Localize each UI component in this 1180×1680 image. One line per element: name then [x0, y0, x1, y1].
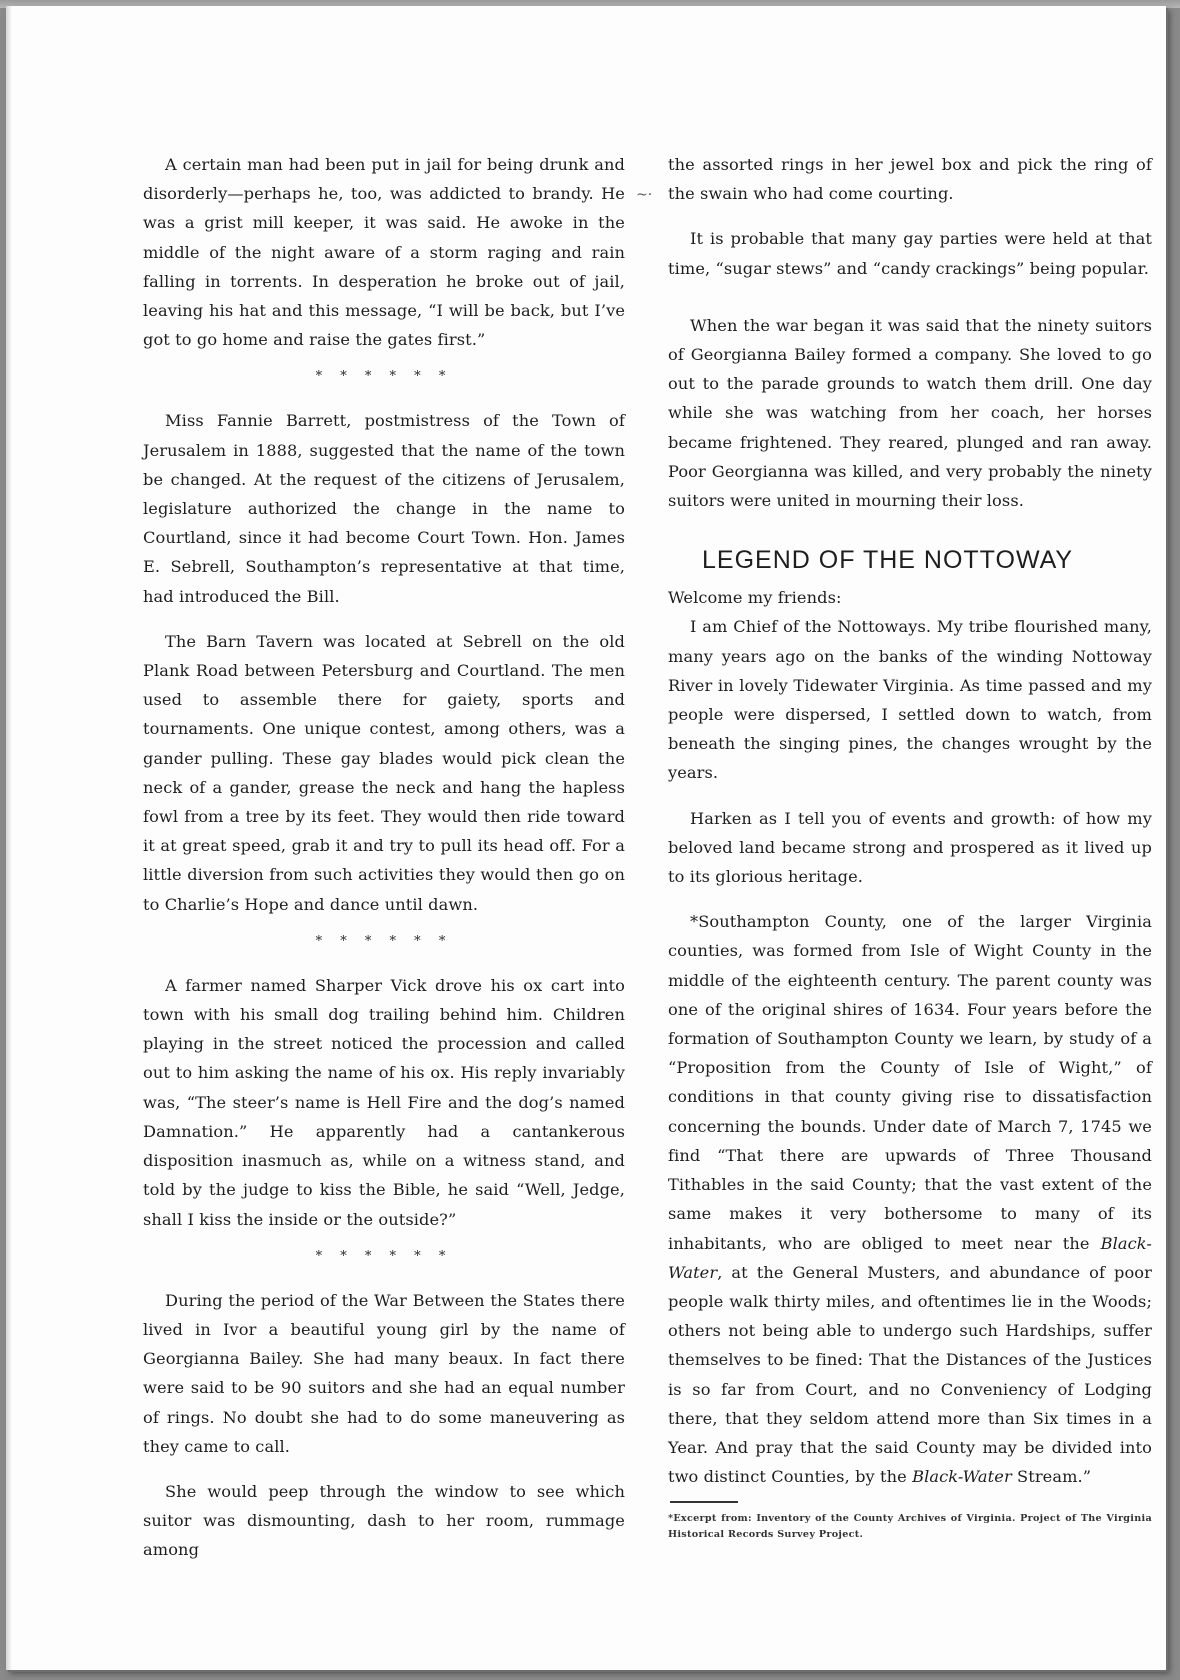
paragraph-southampton-county [668, 907, 1152, 1491]
footnote: *Excerpt from: Inventory of the County Archives of Virginia. Project of The Virginia Historical Records Survey Project. [668, 1512, 1152, 1540]
section-separator: * * * * * * [315, 1248, 453, 1264]
stray-print-mark: ~· [636, 187, 653, 203]
section-separator: * * * * * * [315, 369, 453, 385]
text-run: *Southampton County, one of the larger Virginia counties, was formed from Isle of Wight County in the middle of the eighteenth century. The parent county was one of the original shires of 1634. Four years before the formation of Southampton County we learn, by study of a “Proposition from the County of Isle of Wight,” of conditions in that county giving rise to dissatisfaction concerning the bounds. Under date of March 7, 1745 we find “That there are upwards of Three Thousand Tithables in the said County; that the vast extent of the same makes it very bothersome to many of its inhabitants, who are obliged to meet near the [668, 912, 1152, 1253]
right-column [668, 150, 1152, 1543]
paragraph-georgianna-bailey: During the period of the War Between the States there lived in Ivor a beautiful young girl by the name of Georgianna Bailey. She had many beaux. In fact there were said to be 90 suitors and she had an equal number of rings. No doubt she had to do some maneuvering as they came to call. [143, 1290, 625, 1456]
spacer [668, 283, 1152, 311]
paragraph-chief-intro: I am Chief of the Nottoways. My tribe flourished many, many years ago on the banks of the winding Nottoway River in lovely Tidewater Virginia. As time passed and my people were dispersed, I settled down to watch, from beneath the singing pines, the changes wrought by the years. [668, 617, 1152, 783]
left-column [143, 150, 625, 1565]
footnote-rule [670, 1501, 738, 1503]
salutation: Welcome my friends: [668, 588, 842, 608]
section-separator: * * * * * * [315, 933, 453, 949]
spacer [143, 611, 625, 627]
paragraph-jail-story: A certain man had been put in jail for being drunk and disorderly—perhaps he, too, was addicted to brandy. He was a grist mill keeper, it was said. He awoke in the middle of the night aware of a storm raging and rain falling in torrents. In desperation he broke out of jail, leaving his hat and this message, “I will be back, but I’ve got to go home and raise the gates first.” [143, 155, 625, 350]
italic-place-name: Black-Water [668, 1233, 1152, 1282]
paragraph-peep-window: She would peep through the window to see which suitor was dismounting, dash to her room, rummage among [143, 1481, 625, 1560]
spacer [668, 788, 1152, 804]
paragraph-sharper-vick: A farmer named Sharper Vick drove his ox cart into town with his small dog trailing behind him. Children playing in the street noticed the procession and called out to him asking the name of his ox. His reply invariably was, “The steer’s name is Hell Fire and the dog’s named Damnation.” He apparently had a cantankerous disposition inasmuch as, while on a witness stand, and told by the judge to kiss the Bible, he said “Well, Jedge, shall I kiss the inside or the outside?” [143, 975, 625, 1229]
page-edge-shadow [6, 6, 12, 1670]
spacer [668, 891, 1152, 907]
italic-place-name: Black-Water [912, 1467, 1012, 1487]
paragraph-war-began: When the war began it was said that the ninety suitors of Georgianna Bailey formed a company. She loved to go out to the parade grounds to watch them drill. One day while she was watching from her coach, her horses became frightened. They reared, plunged and ran away. Poor Georgianna was killed, and very probably the ninety suitors were united in mourning their loss. [668, 315, 1152, 511]
spacer [668, 208, 1152, 224]
text-run: , at the General Musters, and abundance of poor people walk thirty miles, and oftentimes lie in the Woods; others not being able to undergo such Hardships, suffer themselves to be fined: That the Distances of the Justices is so far from Court, and no Conveniency of Lodging there, that they seldom attend more than Six times in a Year. And pray that the said County may be divided into two distinct Counties, by the [668, 1262, 1152, 1487]
paragraph-rings-continued: the assorted rings in her jewel box and pick the ring of the swain who had come courting. [668, 155, 1152, 204]
spacer [143, 1461, 625, 1477]
paragraph-harken: Harken as I tell you of events and growth: of how my beloved land became strong and prospered as it lived up to its glorious heritage. [668, 808, 1152, 887]
paragraph-barn-tavern: The Barn Tavern was located at Sebrell on the old Plank Road between Petersburg and Courtland. The men used to assemble there for gaiety, sports and tournaments. One unique contest, among others, was a gander pulling. These gay blades would pick clean the neck of a gander, grease the neck and hang the hapless fowl from a tree by its feet. They would then ride toward it at great speed, grab it and try to pull its head off. For a little diversion from such activities they would then go on to Charlie’s Hope and dance until dawn. [143, 631, 625, 914]
paragraph-courtland-name: Miss Fannie Barrett, postmistress of the Town of Jerusalem in 1888, suggested that the name of the town be changed. At the request of the citizens of Jerusalem, legislature authorized the change in the name to Courtland, since it had become Court Town. Hon. James E. Sebrell, Southampton’s representative at that time, had introduced the Bill. [143, 411, 625, 606]
text-run: Stream.” [1011, 1467, 1092, 1487]
section-heading: LEGEND OF THE NOTTOWAY [702, 546, 1074, 575]
paragraph-gay-parties: It is probable that many gay parties were held at that time, “sugar stews” and “candy crackings” being popular. [668, 229, 1152, 278]
